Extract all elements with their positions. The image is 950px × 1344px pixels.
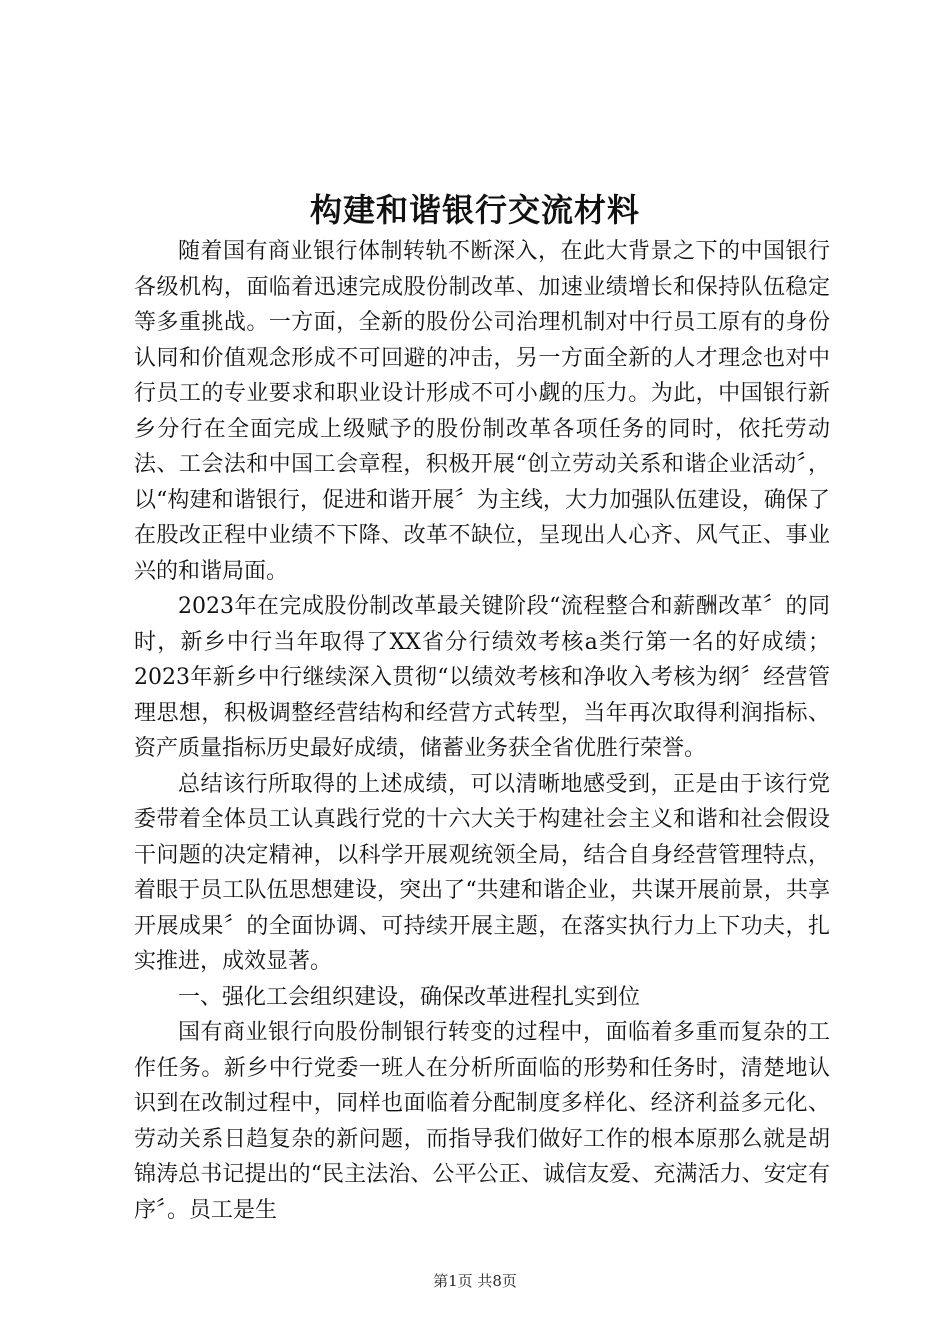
document-title: 构建和谐银行交流材料 (309, 191, 640, 229)
paragraph-summary: 总结该行所取得的上述成绩，可以清晰地感受到，正是由于该行党委带着全体员工认真践行党的十六大关于构建社会主义和谐和社会假设干问题的决定精神，以科学开展观统领全局，结合自身经营管理特点，着眼于员工队伍思想建设，突出了“共建和谐企业，共谋开展前景，共享开展成果〞的全面协调、可持续开展主题，在落实执行力上下功夫，扎实推进，成效显著。 (134, 771, 830, 974)
paragraph-achievements: 2023年在完成股份制改革最关键阶段“流程整合和薪酬改革〞的同时，新乡中行当年取得了XX省分行绩效考核a类行第一名的好成绩；2023年新乡中行继续深入贯彻“以绩效考核和净收入考核为纲〞经营管理思想，积极调整经营结构和经营方式转型，当年再次取得利润指标、资产质量指标历史最好成绩，储蓄业务获全省优胜行荣誉。 (134, 594, 830, 761)
section-heading: 一、强化工会组织建设，确保改革进程扎实到位 (178, 984, 641, 1010)
document-body (134, 234, 830, 1228)
paragraph-intro: 随着国有商业银行体制转轨不断深入，在此大背景之下的中国银行各级机构，面临着迅速完成股份制改革、加速业绩增长和保持队伍稳定等多重挑战。一方面，全新的股份公司治理机制对中行员工原有的身份认同和价值观念形成不可回避的冲击，另一方面全新的人才理念也对中行员工的专业要求和职业设计形成不可小觑的压力。为此，中国银行新乡分行在全面完成上级赋予的股份制改革各项任务的同时，依托劳动法、工会法和中国工会章程，积极开展“创立劳动关系和谐企业活动〞，以“构建和谐银行，促进和谐开展〞为主线，大力加强队伍建设，确保了在股改正程中业绩不下降、改革不缺位，呈现出人心齐、风气正、事业兴的和谐局面。 (134, 239, 830, 584)
paragraph-section-one: 国有商业银行向股份制银行转变的过程中，面临着多重而复杂的工作任务。新乡中行党委一班人在分析所面临的形势和任务时，清楚地认识到在改制过程中，同样也面临着分配制度多样化、经济利益多元化、劳动关系日趋复杂的新问题，而指导我们做好工作的根本原那么就是胡锦涛总书记提出的“民主法治、公平公正、诚信友爱、充满活力、安定有序〞。员工是生 (134, 1020, 830, 1223)
page-number-footer: 第1页 共8页 (433, 1272, 517, 1290)
